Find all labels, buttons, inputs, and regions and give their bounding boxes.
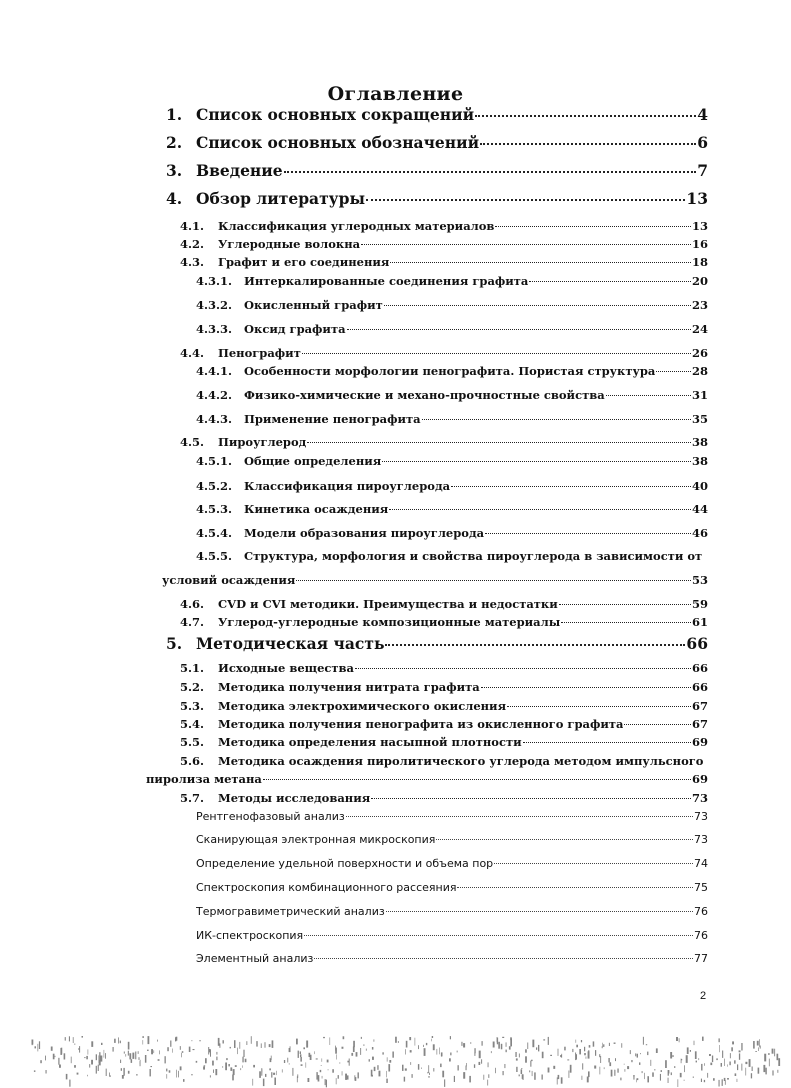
toc-entry-page: 75 [694,881,708,894]
toc-entry-text: Интеркалированные соединения графита [244,274,529,288]
toc-entry[interactable] [196,298,708,312]
toc-entry-page: 66 [691,661,708,675]
dot-leader [384,305,691,306]
toc-entry-page: 66 [691,680,708,694]
toc-entry-number: 5.1. [180,661,205,675]
toc-entry-text: Список основных обозначений [196,133,480,152]
toc-entry-page: 18 [691,255,708,269]
toc-entry-number: 4.5.1. [196,454,233,468]
toc-entry-text: Методика получения нитрата графита [218,680,480,694]
toc-entry[interactable] [180,346,708,360]
toc-entry-text: Методическая часть [196,634,385,653]
toc-entry-number: 4.3.2. [196,298,233,312]
toc-entry-text: Модели образования пироуглерода [244,526,485,540]
toc-entry-page: 7 [697,161,708,180]
toc-entry-number: 4.3. [180,255,205,269]
dot-leader [480,143,696,145]
toc-entry[interactable] [196,952,708,965]
toc-entry-number: 4.3.1. [196,274,233,288]
toc-entry-number: 4.4.1. [196,364,233,378]
toc-entry[interactable] [180,699,708,713]
toc-entry-number: 2. [166,133,183,152]
toc-entry-page: 74 [694,857,708,870]
toc-entry-page: 13 [691,219,708,233]
toc-entry[interactable] [180,237,708,251]
toc-entry-text: Список основных сокращений [196,105,475,124]
toc-entry-page: 61 [691,615,708,629]
toc-entry-page: 67 [691,717,708,731]
dot-leader [284,171,697,173]
toc-entry-page: 13 [686,189,708,208]
dot-leader [371,798,691,799]
toc-entry-page: 66 [686,634,708,653]
toc-entry[interactable] [180,680,708,694]
toc-entry-text: Методы исследования [218,791,371,805]
toc-entry-page: 73 [691,791,708,805]
toc-entry-page: 20 [691,274,708,288]
toc-entry-number: 4.6. [180,597,205,611]
dot-leader [475,115,696,117]
toc-entry-text: Классификация углеродных материалов [218,219,495,233]
dot-leader [346,816,693,817]
toc-entry[interactable] [180,754,708,768]
toc-entry[interactable] [196,857,708,870]
toc-entry-text: Методика получения пенографита из окисленного графита [218,717,624,731]
toc-entry-page: 69 [691,735,708,749]
dot-leader [361,244,691,245]
toc-entry[interactable] [166,105,708,124]
toc-entry[interactable] [196,929,708,942]
toc-entry-page: 6 [697,133,708,152]
toc-entry-continuation[interactable] [162,573,708,587]
toc-entry-text: Физико-химические и механо-прочностные свойства [244,388,605,402]
toc-entry-page: 31 [691,388,708,402]
toc-entry-text: Кинетика осаждения [244,502,389,516]
toc-entry-text: Методика электрохимического окисления [218,699,507,713]
toc-entry-number: 1. [166,105,183,124]
toc-entry[interactable] [196,412,708,426]
toc-entry-page: 35 [691,412,708,426]
toc-entry-page: 38 [691,435,708,449]
toc-title: Оглавление [327,83,464,105]
toc-entry[interactable] [180,597,708,611]
dot-leader [390,262,691,263]
toc-entry-page: 53 [691,573,708,587]
page-number: 2 [700,990,707,1002]
toc-entry[interactable] [180,219,708,233]
dot-leader [386,911,693,912]
toc-entry-continuation[interactable] [146,772,708,786]
toc-entry[interactable] [180,615,708,629]
dot-leader [389,509,691,510]
dot-leader [529,281,691,282]
toc-entry-page: 26 [691,346,708,360]
toc-entry-text: Общие определения [244,454,382,468]
toc-entry-text: Углерод-углеродные композиционные материалы [218,615,561,629]
toc-entry-text: Окисленный графит [244,298,383,312]
dot-leader [436,839,693,840]
dot-leader [559,604,691,605]
toc-entry[interactable] [180,661,708,675]
toc-entry[interactable] [196,388,708,402]
toc-entry-number: 4.5.3. [196,502,233,516]
dot-leader [523,742,691,743]
toc-entry-text: Пенографит [218,346,301,360]
dot-leader [606,395,691,396]
dot-leader [451,486,691,487]
toc-entry-page: 76 [694,905,708,918]
toc-entry[interactable] [196,364,708,378]
toc-entry-number: 4.4.3. [196,412,233,426]
toc-entry[interactable] [196,274,708,288]
toc-entry[interactable] [196,526,708,540]
toc-entry[interactable] [196,502,708,516]
toc-entry-text: ИК-спектроскопия [196,929,304,942]
toc-entry-number: 4.5.2. [196,479,233,493]
toc-entry-text: Классификация пироуглерода [244,479,451,493]
toc-entry-text: Методика определения насыпной плотности [218,735,522,749]
toc-entry-number: 5. [166,634,183,653]
toc-entry-number: 4.5. [180,435,205,449]
toc-entry-page: 40 [691,479,708,493]
toc-entry[interactable] [180,255,708,269]
toc-entry-page: 69 [691,772,708,786]
toc-entry-text: Пироуглерод [218,435,307,449]
toc-entry-text: Введение [196,161,283,180]
toc-entry[interactable] [180,717,708,731]
dot-leader [457,887,693,888]
toc-entry[interactable] [180,735,708,749]
toc-entry-text: Методика осаждения пиролитического углерода методом импульсного [218,754,704,768]
toc-entry-text: Элементный анализ [196,952,314,965]
dot-leader [296,580,691,581]
toc-entry-number: 4.7. [180,615,205,629]
toc-entry-number: 4.5.4. [196,526,233,540]
toc-entry-number: 4.2. [180,237,205,251]
dot-leader [347,329,691,330]
dot-leader [507,706,691,707]
dot-leader [495,226,691,227]
toc-entry-page: 76 [694,929,708,942]
toc-entry[interactable] [166,634,708,653]
toc-entry-text: Исходные вещества [218,661,354,675]
toc-entry-text: Структура, морфология и свойства пироуглерода в зависимости от [244,549,703,563]
toc-entry-text: Особенности морфологии пенографита. Пористая структура [244,364,656,378]
dot-leader [561,622,691,623]
toc-entry-page: 4 [697,105,708,124]
dot-leader [263,779,691,780]
toc-entry-page: 77 [694,952,708,965]
dot-leader [485,533,691,534]
toc-entry-number: 5.5. [180,735,205,749]
toc-entry-number: 5.6. [180,754,205,768]
dot-leader [302,353,691,354]
toc-entry-text: Сканирующая электронная микроскопия [196,833,436,846]
toc-entry-number: 3. [166,161,183,180]
toc-entry-number: 4.3.3. [196,322,233,336]
toc-entry-number: 4. [166,189,183,208]
toc-entry-number: 4.5.5. [196,549,233,563]
toc-entry-page: 46 [691,526,708,540]
toc-entry-number: 4.4. [180,346,205,360]
toc-entry[interactable] [196,454,708,468]
toc-entry[interactable] [180,791,708,805]
toc-entry-number: 5.3. [180,699,205,713]
toc-entry-page: 59 [691,597,708,611]
toc-entry[interactable] [196,479,708,493]
dot-leader [304,935,693,936]
toc-entry[interactable] [196,810,708,823]
toc-entry-number: 5.7. [180,791,205,805]
toc-entry-number: 5.4. [180,717,205,731]
dot-leader [366,199,685,201]
toc-entry[interactable] [196,905,708,918]
toc-entry[interactable] [196,549,708,563]
dot-leader [385,644,685,646]
scan-noise-artifact [0,1018,791,1088]
toc-entry[interactable] [166,161,708,180]
toc-entry-text: Обзор литературы [196,189,365,208]
toc-entry-text: Термогравиметрический анализ [196,905,385,918]
toc-entry-page: 23 [691,298,708,312]
toc-entry-number: 4.4.2. [196,388,233,402]
toc-entry-page: 73 [694,833,708,846]
dot-leader [307,442,691,443]
toc-entry-page: 24 [691,322,708,336]
dot-leader [382,461,691,462]
dot-leader [481,687,691,688]
toc-entry-page: 73 [694,810,708,823]
toc-entry-page: 28 [691,364,708,378]
toc-entry-text: Графит и его соединения [218,255,390,269]
toc-entry-text: условий осаждения [162,573,296,587]
toc-entry-page: 38 [691,454,708,468]
toc-entry-page: 44 [691,502,708,516]
dot-leader [656,371,691,372]
toc-entry-text: CVD и CVI методики. Преимущества и недостатки [218,597,558,611]
toc-entry-text: Углеродные волокна [218,237,361,251]
toc-entry-text: пиролиза метана [146,772,262,786]
toc-entry-page: 67 [691,699,708,713]
toc-entry[interactable] [166,189,708,208]
toc-entry-text: Оксид графита [244,322,346,336]
dot-leader [422,419,691,420]
toc-entry-text: Спектроскопия комбинационного рассеяния [196,881,457,894]
toc-entry-text: Рентгенофазовый анализ [196,810,345,823]
toc-entry[interactable] [166,133,708,152]
toc-entry[interactable] [196,322,708,336]
toc-entry[interactable] [196,833,708,846]
toc-entry-text: Применение пенографита [244,412,421,426]
dot-leader [494,863,693,864]
toc-entry[interactable] [180,435,708,449]
toc-entry[interactable] [196,881,708,894]
toc-entry-number: 4.1. [180,219,205,233]
dot-leader [314,958,693,959]
toc-entry-text: Определение удельной поверхности и объема пор [196,857,494,870]
toc-entry-page: 16 [691,237,708,251]
toc-entry-number: 5.2. [180,680,205,694]
dot-leader [355,668,691,669]
dot-leader [624,724,691,725]
